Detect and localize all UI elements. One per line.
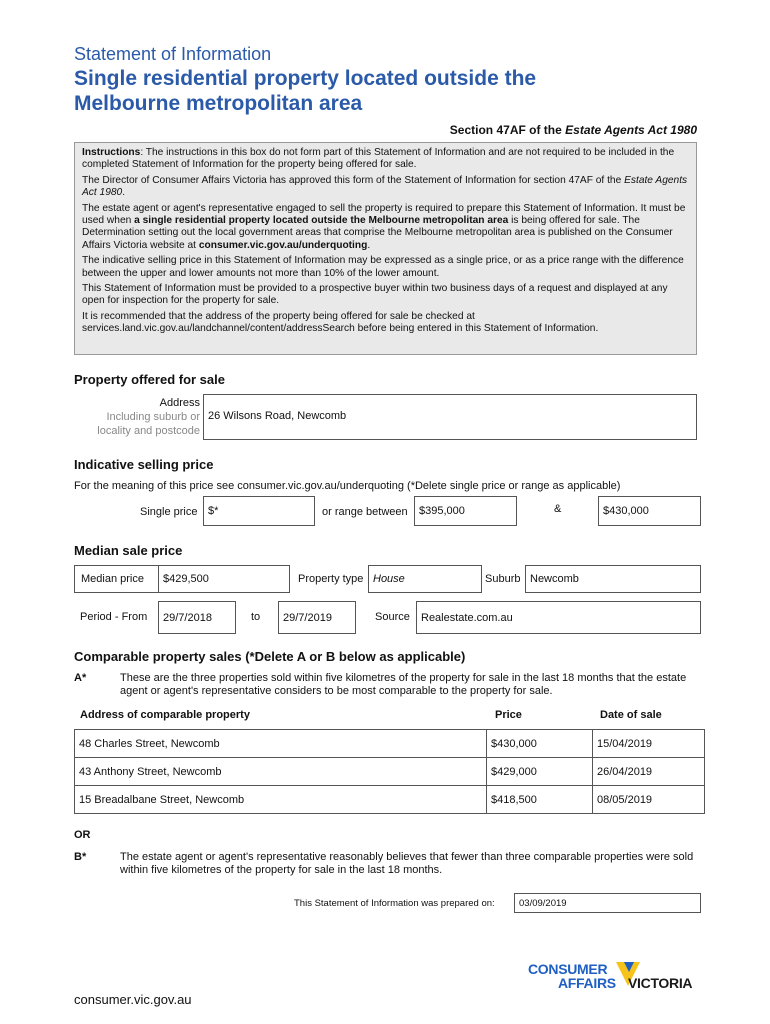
indicative-note: For the meaning of this price see consumer.vic.gov.au/underquoting (*Delete single price or range as applicable): [74, 480, 621, 492]
period-to-label: to: [251, 611, 261, 623]
prepared-on-label: This Statement of Information was prepared on:: [294, 898, 495, 909]
comparable-heading: Comparable property sales (*Delete A or B below as applicable): [74, 649, 466, 664]
form-title-line1: Single residential property located outside the: [74, 67, 537, 90]
logo-consumer: CONSUMER: [528, 961, 608, 977]
property-type-label: Property type: [298, 573, 364, 585]
instructions-p2: The Director of Consumer Affairs Victoria has approved this form of the Statement of Information for section 47AF of the Estate Agents Act 1980.: [82, 174, 688, 199]
address-label: Address Including suburb or locality and postcode: [97, 397, 200, 437]
single-price-field[interactable]: $*: [203, 496, 315, 526]
section-reference: Section 47AF of the Estate Agents Act 1980: [449, 123, 697, 137]
comp-date-cell[interactable]: 08/05/2019: [593, 786, 705, 814]
range-high-field[interactable]: $430,000: [598, 496, 701, 526]
period-to-field[interactable]: 29/7/2019: [278, 601, 356, 634]
consumer-affairs-victoria-logo: [528, 960, 704, 1000]
col-price-header: Price: [495, 709, 522, 721]
comp-address-cell[interactable]: 15 Breadalbane Street, Newcomb: [75, 786, 487, 814]
comp-price-cell[interactable]: $430,000: [487, 730, 593, 758]
instructions-p4: The indicative selling price in this Statement of Information may be expressed as a single price, or as a price range with the difference between the upper and lower amounts not more than 10% of the lower amount.: [82, 255, 684, 279]
comp-address-cell[interactable]: 43 Anthony Street, Newcomb: [75, 758, 487, 786]
period-from-label: Period - From: [80, 611, 148, 623]
source-label: Source: [375, 611, 410, 623]
range-label: or range between: [322, 506, 408, 518]
range-ampersand: &: [554, 503, 562, 515]
footer-url[interactable]: consumer.vic.gov.au: [74, 992, 192, 1007]
comp-price-cell[interactable]: $429,000: [487, 758, 593, 786]
table-row: [75, 758, 705, 786]
underquoting-link[interactable]: consumer.vic.gov.au/underquoting: [198, 239, 368, 251]
median-price-row: [74, 565, 290, 593]
comparable-table: [74, 729, 705, 814]
median-price-field[interactable]: $429,500: [163, 573, 209, 585]
property-heading: Property offered for sale: [74, 372, 225, 387]
period-from-field[interactable]: 29/7/2018: [158, 601, 236, 634]
single-price-label: Single price: [140, 506, 198, 518]
instructions-box: [74, 142, 697, 355]
col-date-header: Date of sale: [600, 709, 662, 721]
form-subtitle: Statement of Information: [74, 44, 272, 64]
logo-victoria: VICTORIA: [628, 975, 693, 991]
median-price-label: Median price: [75, 566, 159, 592]
comp-price-cell[interactable]: $418,500: [487, 786, 593, 814]
form-title: [74, 66, 634, 116]
property-address-field[interactable]: 26 Wilsons Road, Newcomb: [203, 394, 697, 440]
range-low-field[interactable]: $395,000: [414, 496, 517, 526]
logo-affairs: AFFAIRS: [558, 975, 616, 991]
instructions-p3: The estate agent or agent's representative engaged to sell the property is required to prepare this Statement of Information. It must be used when a single residential property located outside the Melbourne metropolitan area is being offered for sale. The Determination setting out the local government areas that comprise the Melbourne metropolitan area is published on the Consumer Affairs Victoria website at consumer.vic.gov.au/underquoting.: [82, 202, 686, 251]
property-type-field[interactable]: House: [368, 565, 482, 593]
comp-address-cell[interactable]: 48 Charles Street, Newcomb: [75, 730, 487, 758]
comp-date-cell[interactable]: 26/04/2019: [593, 758, 705, 786]
suburb-field[interactable]: Newcomb: [525, 565, 701, 593]
suburb-label: Suburb: [485, 573, 521, 585]
option-b-text: The estate agent or agent's representative reasonably believes that fewer than three comparable properties were sold within five kilometres of the property for sale in the last 18 months.: [120, 851, 694, 876]
prepared-on-field[interactable]: 03/09/2019: [514, 893, 701, 913]
col-address-header: Address of comparable property: [80, 709, 250, 721]
source-field[interactable]: Realestate.com.au: [416, 601, 701, 634]
option-a-label: A*: [74, 672, 87, 684]
instructions-p5: This Statement of Information must be provided to a prospective buyer within two business days of a request and displayed at any open for inspection for the property for sale.: [82, 283, 668, 307]
instructions-p1: Instructions: The instructions in this box do not form part of this Statement of Information and are not required to be included in the completed Statement of Information for the property being offered for sale.: [82, 147, 675, 171]
median-heading: Median sale price: [74, 543, 183, 558]
comp-date-cell[interactable]: 15/04/2019: [593, 730, 705, 758]
form-title-line2: Melbourne metropolitan area: [74, 92, 363, 115]
table-row: [75, 786, 705, 814]
option-b-label: B*: [74, 851, 87, 863]
option-a-text: These are the three properties sold within five kilometres of the property for sale in the last 18 months that the estate agent or agent's representative considers to be most comparable to the property for sale.: [120, 672, 687, 697]
table-row: [75, 730, 705, 758]
indicative-heading: Indicative selling price: [74, 457, 214, 472]
instructions-p6: It is recommended that the address of the property being offered for sale be checked at services.land.vic.gov.au/landchannel/content/addressSearch before being entered in this Statement of Information.: [82, 310, 599, 335]
or-label: OR: [74, 829, 91, 841]
